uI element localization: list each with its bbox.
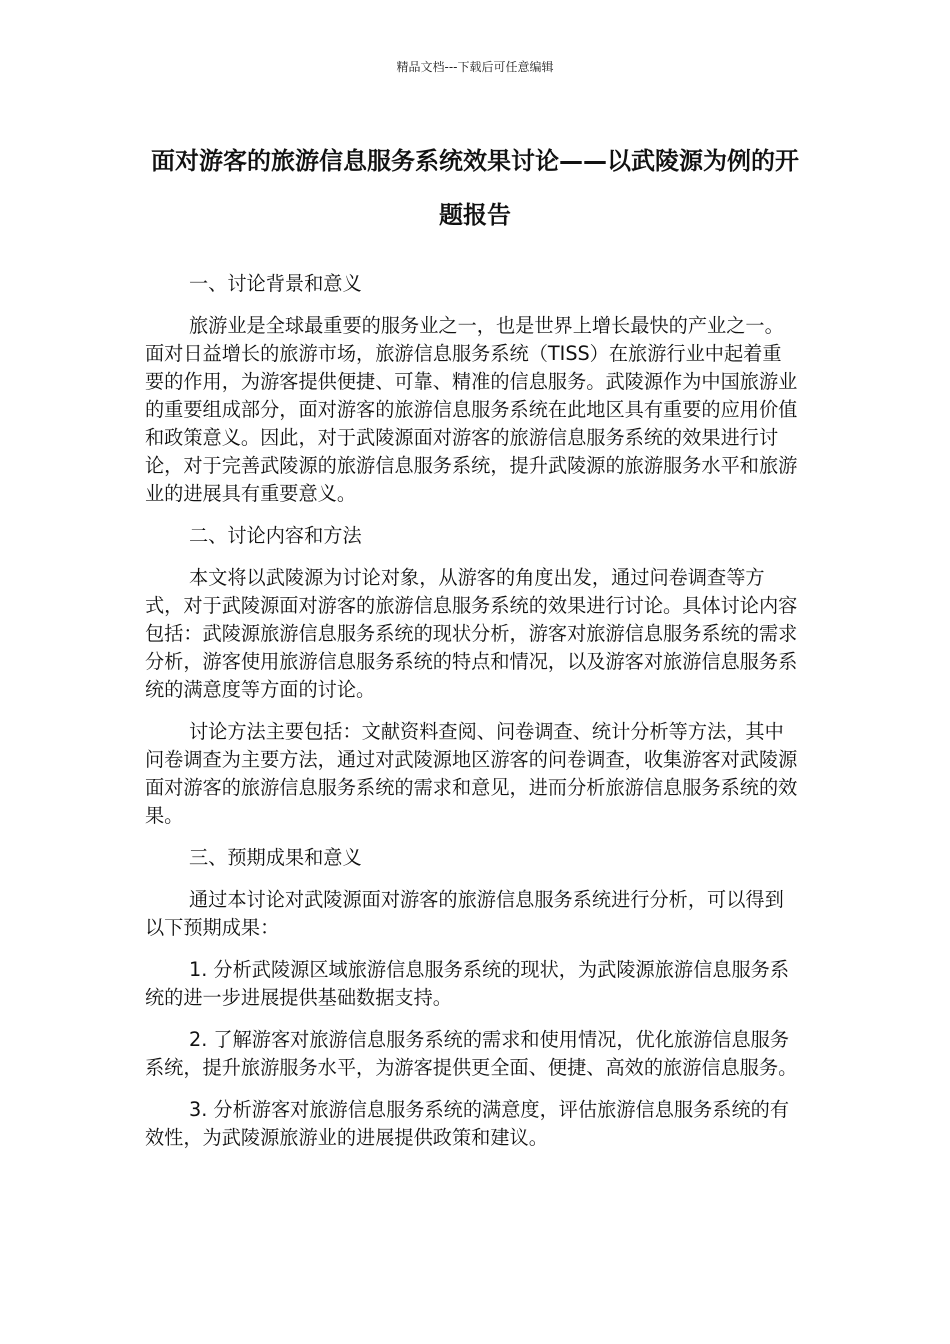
list-item-result-1: 1. 分析武陵源区域旅游信息服务系统的现状，为武陵源旅游信息服务系统的进一步进展提供基础数据支持。: [145, 958, 790, 1009]
list-item-result-2: 2. 了解游客对旅游信息服务系统的需求和使用情况，优化旅游信息服务系统，提升旅游服务水平，为游客提供更全面、便捷、高效的旅游信息服务。: [145, 1028, 798, 1079]
document-title: 面对游客的旅游信息服务系统效果讨论——以武陵源为例的开题报告: [151, 147, 799, 229]
paragraph-expected-intro: 通过本讨论对武陵源面对游客的旅游信息服务系统进行分析，可以得到以下预期成果：: [145, 888, 784, 939]
paragraph-method: 讨论方法主要包括：文献资料查阅、问卷调查、统计分析等方法，其中问卷调查为主要方法，通过对武陵源地区游客的问卷调查，收集游客对武陵源面对游客的旅游信息服务系统的需求和意见，进而分析旅游信息服务系统的效果。: [145, 720, 798, 827]
paragraph-background: 旅游业是全球最重要的服务业之一，也是世界上增长最快的产业之一。面对日益增长的旅游市场，旅游信息服务系统（TISS）在旅游行业中起着重要的作用，为游客提供便捷、可靠、精准的信息服务。武陵源作为中国旅游业的重要组成部分，面对游客的旅游信息服务系统在此地区具有重要的应用价值和政策意义。因此，对于武陵源面对游客的旅游信息服务系统的效果进行讨论，对于完善武陵源的旅游信息服务系统，提升武陵源的旅游服务水平和旅游业的进展具有重要意义。: [145, 314, 798, 505]
section-heading-expected-results: 三、预期成果和意义: [189, 846, 362, 869]
section-heading-background: 一、讨论背景和意义: [189, 272, 362, 295]
document-body: [145, 270, 800, 1152]
list-item-result-3: 3. 分析游客对旅游信息服务系统的满意度，评估旅游信息服务系统的有效性，为武陵源旅游业的进展提供政策和建议。: [145, 1098, 790, 1149]
paragraph-content: 本文将以武陵源为讨论对象，从游客的角度出发，通过问卷调查等方式，对于武陵源面对游客的旅游信息服务系统的效果进行讨论。具体讨论内容包括：武陵源旅游信息服务系统的现状分析，游客对旅游信息服务系统的需求分析，游客使用旅游信息服务系统的特点和情况，以及游客对旅游信息服务系统的满意度等方面的讨论。: [145, 566, 798, 701]
header-note: 精品文档---下载后可任意编辑: [396, 60, 554, 74]
section-heading-content-method: 二、讨论内容和方法: [189, 524, 362, 547]
